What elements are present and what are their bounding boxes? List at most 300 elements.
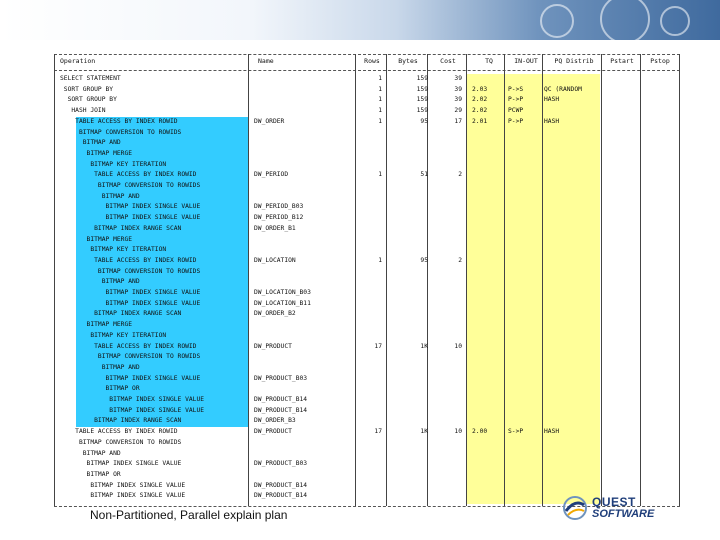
- plan-cell-cost: [432, 245, 462, 256]
- plan-cell-name: [254, 74, 354, 85]
- plan-cell-tq: [472, 320, 506, 331]
- plan-cell-name: [254, 95, 354, 106]
- plan-cell-pq: [544, 192, 602, 203]
- plan-cell-pq: [544, 406, 602, 417]
- plan-cell-bytes: [388, 416, 428, 427]
- plan-cell-inout: [508, 138, 544, 149]
- plan-cell-name: [254, 352, 354, 363]
- column-separator: [679, 54, 680, 506]
- plan-cell-inout: [508, 395, 544, 406]
- plan-cell-tq: [472, 213, 506, 224]
- plan-cell-bytes: [388, 470, 428, 481]
- plan-cell-cost: 2: [458, 256, 462, 264]
- plan-cell-pq: [544, 138, 602, 149]
- plan-cell-op: BITMAP CONVERSION TO ROWIDS: [60, 128, 182, 136]
- plan-cell-cost: [432, 149, 462, 160]
- plan-cell-pq: [544, 149, 602, 160]
- plan-cell-rows: [358, 363, 382, 374]
- plan-cell-pq: [544, 288, 602, 299]
- plan-cell-rows: [358, 277, 382, 288]
- plan-cell-bytes: [388, 320, 428, 331]
- plan-cell-op: SORT GROUP BY: [60, 85, 114, 93]
- plan-cell-name: [254, 245, 354, 256]
- plan-cell-op: BITMAP AND: [60, 139, 121, 147]
- plan-cell-tq: 2.02: [472, 96, 488, 104]
- column-separator: [640, 54, 641, 506]
- plan-cell-inout: [508, 342, 544, 353]
- plan-cell-op: BITMAP INDEX SINGLE VALUE: [60, 406, 205, 414]
- plan-cell-inout: [508, 491, 544, 502]
- plan-cell-bytes: [388, 277, 428, 288]
- plan-cell-cost: [432, 138, 462, 149]
- plan-cell-name: DW_ORDER_B2: [254, 310, 296, 318]
- plan-cell-inout: [508, 170, 544, 181]
- plan-cell-cost: 39: [454, 75, 462, 82]
- plan-cell-name: DW_PRODUCT: [254, 342, 292, 350]
- column-separator: [54, 54, 55, 506]
- plan-cell-op: BITMAP MERGE: [60, 149, 133, 157]
- plan-cell-cost: [432, 213, 462, 224]
- plan-cell-cost: [432, 374, 462, 385]
- plan-cell-bytes: [388, 192, 428, 203]
- plan-cell-bytes: [388, 459, 428, 470]
- plan-cell-tq: 2.02: [472, 107, 488, 115]
- plan-cell-op: BITMAP CONVERSION TO ROWIDS: [60, 353, 201, 361]
- plan-cell-rows: [358, 192, 382, 203]
- plan-cell-rows: [358, 160, 382, 171]
- plan-cell-inout: [508, 384, 544, 395]
- plan-cell-rows: 1: [378, 117, 382, 125]
- plan-cell-bytes: [388, 449, 428, 460]
- plan-cell-cost: 39: [454, 85, 462, 93]
- plan-cell-bytes: [388, 331, 428, 342]
- plan-cell-rows: [358, 406, 382, 417]
- plan-cell-op: BITMAP INDEX SINGLE VALUE: [60, 214, 201, 222]
- plan-cell-rows: 1: [378, 96, 382, 104]
- plan-cell-inout: [508, 449, 544, 460]
- plan-cell-op: TABLE ACCESS BY INDEX ROWID: [60, 428, 178, 436]
- plan-cell-cost: 17: [454, 117, 462, 125]
- plan-cell-pq: [544, 277, 602, 288]
- plan-cell-cost: [432, 395, 462, 406]
- plan-cell-op: BITMAP INDEX SINGLE VALUE: [60, 203, 201, 211]
- plan-cell-inout: [508, 288, 544, 299]
- plan-cell-pq: [544, 416, 602, 427]
- plan-cell-rows: [358, 202, 382, 213]
- plan-cell-bytes: 95: [420, 117, 428, 125]
- plan-cell-name: [254, 449, 354, 460]
- column-separator: [355, 54, 356, 506]
- plan-cell-op: BITMAP CONVERSION TO ROWIDS: [60, 267, 201, 275]
- plan-cell-op: TABLE ACCESS BY INDEX ROWID: [60, 342, 197, 350]
- plan-cell-cost: [432, 352, 462, 363]
- plan-cell-bytes: [388, 374, 428, 385]
- quest-logo-icon: [562, 495, 588, 521]
- plan-cell-pq: [544, 170, 602, 181]
- plan-cell-bytes: [388, 213, 428, 224]
- plan-cell-pq: [544, 181, 602, 192]
- plan-cell-op: BITMAP OR: [60, 385, 140, 393]
- plan-cell-cost: [432, 363, 462, 374]
- header-cost: Cost: [440, 57, 456, 65]
- logo-line-2: SOFTWARE: [592, 508, 655, 520]
- plan-cell-op: BITMAP INDEX SINGLE VALUE: [60, 299, 201, 307]
- plan-cell-rows: [358, 491, 382, 502]
- plan-cell-op: BITMAP INDEX RANGE SCAN: [60, 310, 182, 318]
- plan-cell-rows: 17: [374, 342, 382, 350]
- plan-cell-rows: [358, 384, 382, 395]
- plan-cell-op: BITMAP MERGE: [60, 235, 133, 243]
- header-banner: [0, 0, 720, 40]
- plan-cell-inout: [508, 267, 544, 278]
- plan-cell-inout: [508, 160, 544, 171]
- plan-cell-inout: [508, 331, 544, 342]
- logo-line-1: QUEST: [592, 495, 636, 509]
- plan-cell-inout: [508, 128, 544, 139]
- plan-cell-op: BITMAP AND: [60, 192, 140, 200]
- plan-cell-cost: 10: [454, 342, 462, 350]
- plan-cell-op: TABLE ACCESS BY INDEX ROWID: [60, 256, 197, 264]
- plan-cell-tq: [472, 470, 506, 481]
- banner-ornament: [600, 0, 650, 44]
- plan-cell-inout: [508, 374, 544, 385]
- plan-cell-tq: [472, 352, 506, 363]
- plan-cell-cost: [432, 267, 462, 278]
- plan-cell-bytes: [388, 235, 428, 246]
- plan-cell-rows: 1: [378, 85, 382, 93]
- plan-cell-cost: [432, 384, 462, 395]
- plan-cell-bytes: [388, 202, 428, 213]
- plan-cell-name: [254, 438, 354, 449]
- plan-cell-cost: [432, 331, 462, 342]
- plan-cell-cost: [432, 491, 462, 502]
- plan-cell-pq: [544, 128, 602, 139]
- plan-cell-name: [254, 128, 354, 139]
- plan-cell-cost: 39: [454, 96, 462, 104]
- plan-cell-name: DW_PERIOD_B03: [254, 203, 304, 211]
- plan-cell-name: DW_PRODUCT_B14: [254, 492, 308, 500]
- plan-cell-name: DW_LOCATION: [254, 256, 296, 264]
- plan-cell-cost: [432, 288, 462, 299]
- plan-cell-op: SELECT STATEMENT: [60, 75, 121, 82]
- plan-cell-inout: P->S: [508, 85, 524, 93]
- plan-cell-op: BITMAP AND: [60, 449, 121, 457]
- plan-cell-tq: [472, 277, 506, 288]
- plan-cell-op: BITMAP INDEX SINGLE VALUE: [60, 481, 186, 489]
- plan-cell-bytes: [388, 352, 428, 363]
- plan-cell-cost: [432, 309, 462, 320]
- plan-cell-tq: [472, 384, 506, 395]
- plan-cell-inout: [508, 149, 544, 160]
- plan-cell-tq: [472, 138, 506, 149]
- plan-cell-cost: 29: [454, 107, 462, 115]
- plan-cell-rows: [358, 331, 382, 342]
- plan-cell-pq: [544, 470, 602, 481]
- plan-cell-tq: [472, 449, 506, 460]
- plan-cell-tq: [472, 363, 506, 374]
- plan-cell-name: DW_ORDER: [254, 117, 285, 125]
- plan-cell-inout: [508, 352, 544, 363]
- plan-cell-rows: [358, 213, 382, 224]
- plan-cell-name: [254, 320, 354, 331]
- plan-cell-pq: [544, 363, 602, 374]
- plan-cell-rows: [358, 245, 382, 256]
- plan-cell-op: BITMAP MERGE: [60, 321, 133, 329]
- plan-cell-rows: [358, 267, 382, 278]
- plan-cell-rows: 1: [378, 107, 382, 115]
- plan-cell-cost: [432, 160, 462, 171]
- plan-cell-inout: [508, 438, 544, 449]
- plan-cell-bytes: 51: [420, 171, 428, 179]
- plan-cell-rows: [358, 224, 382, 235]
- banner-ornament: [660, 6, 690, 36]
- plan-cell-name: DW_LOCATION_B03: [254, 289, 311, 296]
- plan-cell-pq: [544, 459, 602, 470]
- plan-cell-bytes: 159: [416, 96, 428, 104]
- plan-cell-inout: P->P: [508, 96, 524, 104]
- plan-cell-op: BITMAP INDEX SINGLE VALUE: [60, 396, 205, 403]
- plan-cell-tq: [472, 256, 506, 267]
- plan-cell-tq: [472, 288, 506, 299]
- plan-cell-tq: [472, 170, 506, 181]
- plan-cell-rows: 17: [374, 428, 382, 436]
- column-separator: [466, 54, 467, 506]
- plan-cell-name: [254, 277, 354, 288]
- plan-cell-pq: [544, 202, 602, 213]
- plan-cell-op: TABLE ACCESS BY INDEX ROWID: [60, 171, 197, 179]
- plan-cell-tq: [472, 160, 506, 171]
- plan-cell-name: [254, 160, 354, 171]
- plan-cell-name: DW_PRODUCT: [254, 428, 292, 436]
- plan-cell-pq: [544, 320, 602, 331]
- plan-cell-bytes: [388, 224, 428, 235]
- plan-cell-cost: [432, 470, 462, 481]
- header-pqdistrib: PQ Distrib: [554, 57, 594, 65]
- plan-cell-cost: [432, 449, 462, 460]
- plan-cell-name: DW_PRODUCT_B14: [254, 396, 308, 403]
- plan-cell-name: [254, 149, 354, 160]
- plan-cell-rows: [358, 352, 382, 363]
- header-pstart: Pstart: [610, 57, 634, 65]
- plan-cell-rows: [358, 181, 382, 192]
- quest-software-logo: [562, 493, 692, 527]
- plan-cell-inout: [508, 299, 544, 310]
- plan-cell-tq: [472, 267, 506, 278]
- plan-cell-tq: [472, 309, 506, 320]
- plan-cell-tq: 2.01: [472, 117, 488, 125]
- plan-cell-pq: [544, 224, 602, 235]
- plan-cell-inout: PCWP: [508, 107, 524, 115]
- plan-cell-rows: 1: [378, 75, 382, 82]
- plan-cell-pq: [544, 256, 602, 267]
- plan-cell-tq: [472, 299, 506, 310]
- header-rows: Rows: [364, 57, 380, 65]
- plan-cell-pq: [544, 395, 602, 406]
- plan-cell-bytes: [388, 438, 428, 449]
- plan-cell-op: BITMAP CONVERSION TO ROWIDS: [60, 438, 182, 446]
- plan-cell-rows: [358, 481, 382, 492]
- plan-cell-name: DW_PERIOD_B12: [254, 214, 304, 222]
- plan-cell-name: [254, 384, 354, 395]
- plan-cell-pq: [544, 374, 602, 385]
- plan-cell-name: [254, 85, 354, 96]
- plan-cell-bytes: 159: [416, 85, 428, 93]
- plan-cell-inout: [508, 74, 544, 85]
- plan-cell-inout: [508, 459, 544, 470]
- plan-cell-tq: [472, 342, 506, 353]
- plan-cell-pq: QC (RANDOM: [544, 85, 582, 93]
- plan-cell-tq: [472, 224, 506, 235]
- plan-cell-cost: [432, 128, 462, 139]
- plan-cell-inout: [508, 192, 544, 203]
- plan-cell-rows: [358, 288, 382, 299]
- plan-cell-cost: [432, 320, 462, 331]
- plan-cell-name: DW_PRODUCT_B14: [254, 406, 308, 414]
- plan-cell-op: BITMAP INDEX SINGLE VALUE: [60, 460, 182, 468]
- plan-cell-inout: S->P: [508, 428, 524, 436]
- plan-cell-cost: [432, 192, 462, 203]
- plan-cell-cost: [432, 277, 462, 288]
- plan-cell-pq: [544, 299, 602, 310]
- plan-cell-name: [254, 138, 354, 149]
- plan-cell-pq: [544, 331, 602, 342]
- plan-cell-rows: [358, 138, 382, 149]
- plan-cell-rows: 1: [378, 256, 382, 264]
- plan-cell-pq: [544, 481, 602, 492]
- plan-cell-pq: [544, 245, 602, 256]
- plan-cell-rows: [358, 449, 382, 460]
- slide-caption: Non-Partitioned, Parallel explain plan: [90, 508, 288, 522]
- plan-cell-tq: [472, 74, 506, 85]
- plan-cell-rows: [358, 149, 382, 160]
- plan-cell-cost: [432, 299, 462, 310]
- plan-cell-tq: [472, 202, 506, 213]
- plan-cell-op: BITMAP AND: [60, 363, 140, 371]
- plan-cell-bytes: [388, 384, 428, 395]
- plan-cell-bytes: [388, 181, 428, 192]
- plan-cell-rows: [358, 459, 382, 470]
- plan-cell-name: DW_PRODUCT_B03: [254, 374, 308, 382]
- plan-cell-bytes: [388, 128, 428, 139]
- header-bytes: Bytes: [398, 57, 418, 65]
- plan-cell-tq: [472, 459, 506, 470]
- plan-cell-bytes: [388, 149, 428, 160]
- plan-cell-inout: [508, 245, 544, 256]
- plan-cell-pq: [544, 384, 602, 395]
- plan-cell-pq: [544, 449, 602, 460]
- plan-cell-inout: [508, 181, 544, 192]
- plan-cell-bytes: [388, 363, 428, 374]
- plan-cell-tq: [472, 395, 506, 406]
- plan-cell-inout: [508, 363, 544, 374]
- plan-cell-inout: [508, 416, 544, 427]
- plan-cell-op: SORT GROUP BY: [60, 96, 117, 104]
- plan-cell-op: BITMAP KEY ITERATION: [60, 246, 167, 254]
- plan-cell-op: BITMAP INDEX SINGLE VALUE: [60, 374, 201, 382]
- plan-cell-tq: [472, 438, 506, 449]
- plan-cell-op: BITMAP INDEX RANGE SCAN: [60, 417, 182, 425]
- plan-cell-bytes: [388, 491, 428, 502]
- plan-cell-bytes: [388, 267, 428, 278]
- plan-cell-cost: [432, 406, 462, 417]
- plan-cell-bytes: [388, 299, 428, 310]
- header-inout: IN-OUT: [514, 57, 538, 65]
- plan-cell-rows: [358, 395, 382, 406]
- plan-cell-inout: [508, 224, 544, 235]
- plan-cell-rows: [358, 320, 382, 331]
- plan-cell-tq: [472, 128, 506, 139]
- plan-cell-cost: [432, 202, 462, 213]
- header-name: Name: [258, 57, 274, 65]
- plan-cell-op: TABLE ACCESS BY INDEX ROWID: [60, 117, 178, 125]
- plan-cell-name: DW_PRODUCT_B03: [254, 460, 308, 468]
- plan-cell-pq: [544, 309, 602, 320]
- plan-cell-op: BITMAP INDEX SINGLE VALUE: [60, 289, 201, 296]
- plan-cell-name: [254, 331, 354, 342]
- plan-cell-bytes: [388, 160, 428, 171]
- plan-cell-op: BITMAP INDEX SINGLE VALUE: [60, 492, 186, 500]
- plan-cell-bytes: [388, 288, 428, 299]
- plan-cell-rows: [358, 235, 382, 246]
- plan-cell-tq: [472, 181, 506, 192]
- plan-cell-rows: [358, 416, 382, 427]
- plan-cell-tq: [472, 481, 506, 492]
- plan-cell-bytes: 1K: [420, 342, 428, 350]
- column-separator: [248, 54, 249, 506]
- plan-cell-inout: [508, 202, 544, 213]
- plan-cell-rows: [358, 128, 382, 139]
- plan-cell-name: [254, 470, 354, 481]
- plan-cell-bytes: 159: [416, 75, 428, 82]
- plan-cell-inout: [508, 235, 544, 246]
- plan-cell-rows: [358, 438, 382, 449]
- plan-cell-rows: 1: [378, 171, 382, 179]
- plan-cell-pq: [544, 160, 602, 171]
- plan-cell-pq: [544, 438, 602, 449]
- plan-cell-pq: [544, 267, 602, 278]
- plan-cell-op: BITMAP AND: [60, 278, 140, 286]
- plan-cell-inout: P->P: [508, 117, 524, 125]
- header-tq: TQ: [485, 57, 493, 65]
- plan-cell-inout: [508, 213, 544, 224]
- plan-cell-pq: [544, 352, 602, 363]
- plan-cell-cost: [432, 224, 462, 235]
- plan-cell-bytes: [388, 138, 428, 149]
- plan-cell-pq: [544, 213, 602, 224]
- explain-plan-table: [54, 54, 680, 500]
- plan-cell-inout: [508, 320, 544, 331]
- plan-cell-rows: [358, 470, 382, 481]
- plan-cell-name: DW_PRODUCT_B14: [254, 481, 308, 489]
- plan-cell-tq: 2.03: [472, 85, 488, 93]
- plan-cell-inout: [508, 470, 544, 481]
- plan-cell-bytes: [388, 395, 428, 406]
- plan-cell-tq: [472, 235, 506, 246]
- plan-cell-inout: [508, 256, 544, 267]
- plan-cell-rows: [358, 374, 382, 385]
- plan-cell-bytes: 1K: [420, 428, 428, 436]
- plan-cell-op: BITMAP INDEX RANGE SCAN: [60, 224, 182, 232]
- plan-cell-op: BITMAP CONVERSION TO ROWIDS: [60, 182, 201, 189]
- plan-cell-pq: [544, 106, 602, 117]
- plan-cell-cost: [432, 459, 462, 470]
- plan-cell-cost: [432, 235, 462, 246]
- plan-cell-name: [254, 235, 354, 246]
- plan-cell-op: HASH JOIN: [60, 107, 106, 115]
- plan-cell-name: [254, 181, 354, 192]
- plan-cell-bytes: [388, 309, 428, 320]
- plan-cell-name: [254, 267, 354, 278]
